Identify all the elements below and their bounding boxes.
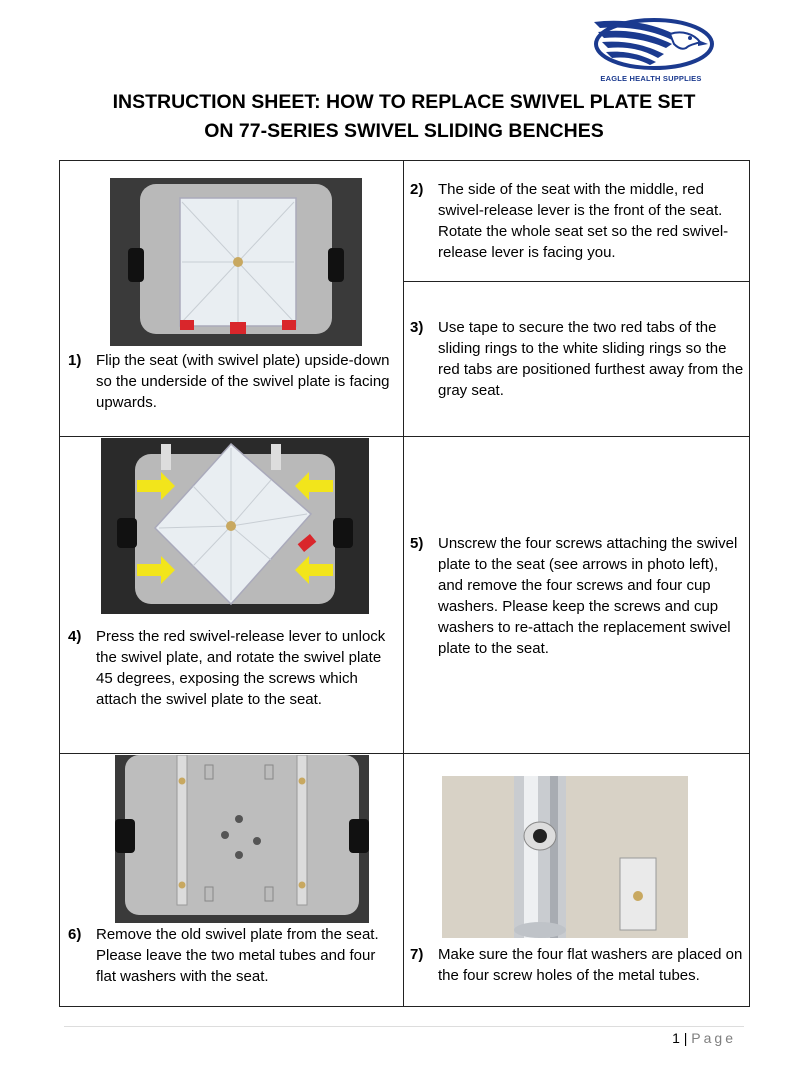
step-6-cell (60, 754, 404, 1007)
page-label: Page (691, 1030, 736, 1046)
step-text: Press the red swivel-release lever to unlock the swivel plate, and rotate the swivel plate 45 degrees, exposing the screws which attach the swivel plate to the seat. (96, 628, 386, 708)
step-number: 2) (410, 181, 424, 198)
title-line-1: INSTRUCTION SHEET: HOW TO REPLACE SWIVEL PLATE SET (112, 91, 696, 113)
step-2 (410, 179, 744, 263)
step-3 (410, 317, 744, 401)
step-1 (68, 350, 398, 413)
step-number: 3) (410, 319, 424, 336)
step-7-cell (404, 754, 750, 1007)
step-3-cell (404, 282, 750, 437)
step-number: 5) (410, 535, 424, 552)
step-7 (410, 944, 744, 986)
page-title (0, 88, 808, 146)
step-5-cell (404, 437, 750, 754)
step-number: 1) (68, 352, 82, 369)
page-number (672, 1030, 736, 1046)
seat-underside-photo (110, 178, 362, 346)
step-6 (68, 924, 398, 987)
step-number: 6) (68, 926, 82, 943)
footer-divider (64, 1026, 744, 1027)
step-number: 7) (410, 946, 424, 963)
step-number: 4) (68, 628, 82, 645)
step-5 (410, 533, 744, 659)
step-text: Unscrew the four screws attaching the swivel plate to the seat (see arrows in photo left), and remove the four screws and four cup washers. Please keep the screws and cup washers to re-attach the replacement swivel plate to the seat. (438, 535, 738, 657)
page-separator: | (683, 1030, 688, 1046)
logo-text: EAGLE HEALTH SUPPLIES (600, 74, 702, 83)
step-text: The side of the seat with the middle, red swivel-release lever is the front of the seat. Rotate the whole seat set so the red swivel-release lever is facing you. (438, 181, 729, 261)
step-text: Make sure the four flat washers are placed on the four screw holes of the metal tubes. (438, 946, 743, 984)
tube-washer-closeup-photo (442, 776, 688, 938)
step-2-cell (404, 161, 750, 282)
rotated-swivel-plate-photo (101, 438, 369, 614)
step-text: Remove the old swivel plate from the seat. Please leave the two metal tubes and four flat washers with the seat. (96, 926, 379, 985)
step-4 (68, 626, 398, 710)
page-number-value: 1 (672, 1030, 680, 1046)
title-line-2: ON 77-SERIES SWIVEL SLIDING BENCHES (204, 120, 604, 142)
step-text: Use tape to secure the two red tabs of the sliding rings to the white sliding rings so the red tabs are positioned furthest away from the gray seat. (438, 319, 744, 399)
instruction-table (59, 160, 750, 1007)
step-1-cell (60, 161, 404, 437)
step-4-cell (60, 437, 404, 754)
seat-with-tubes-photo (115, 755, 369, 923)
step-text: Flip the seat (with swivel plate) upside-down so the underside of the swivel plate is facing upwards. (96, 352, 390, 411)
